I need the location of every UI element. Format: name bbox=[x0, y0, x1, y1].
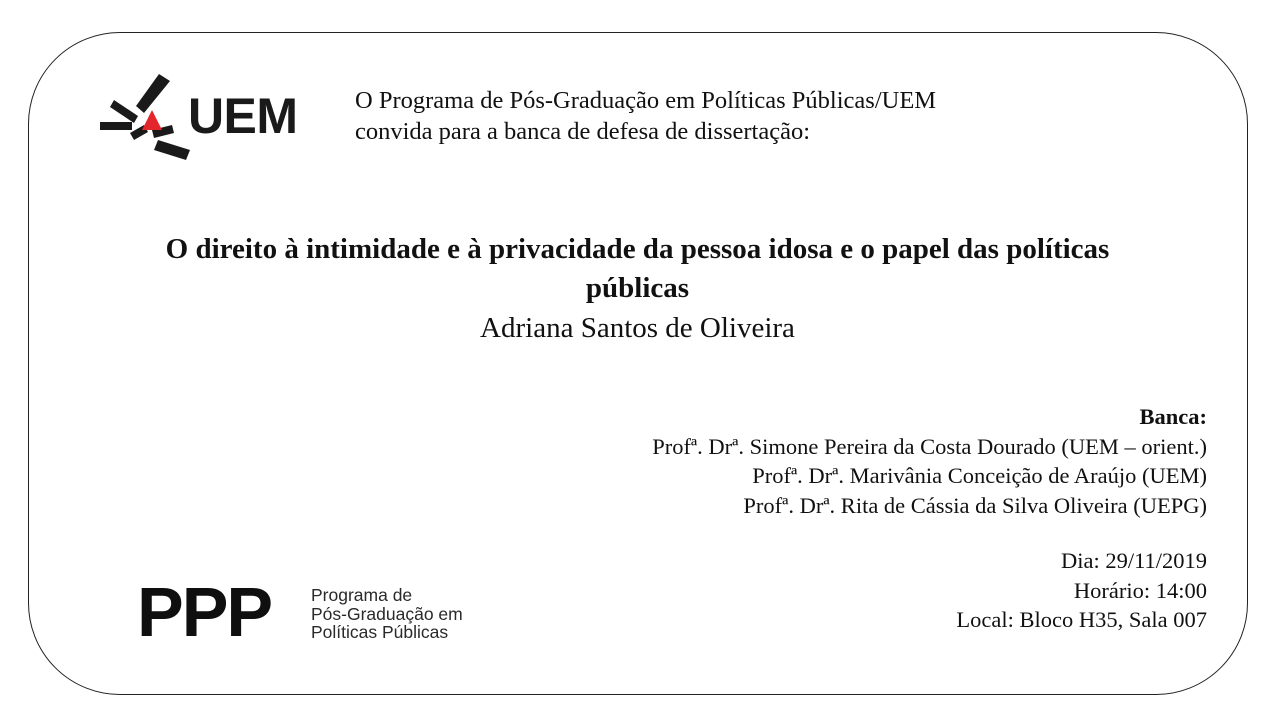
banca-member: Profª. Drª. Simone Pereira da Costa Dourado (UEM – orient.) bbox=[652, 433, 1207, 459]
defense-time: Horário: 14:00 bbox=[1073, 577, 1207, 603]
ppp-logo bbox=[137, 573, 482, 651]
uem-logo bbox=[96, 70, 306, 166]
ppp-subtitle-line: Pós-Graduação em bbox=[311, 603, 463, 624]
ppp-subtitle-line: Programa de bbox=[311, 585, 413, 605]
ppp-logo-letters: PPP bbox=[137, 573, 272, 651]
intro-line: O Programa de Pós-Graduação em Políticas Públicas/UEM bbox=[355, 87, 937, 114]
banca-member: Profª. Drª. Rita de Cássia da Silva Oliveira (UEPG) bbox=[743, 492, 1207, 518]
title-line: públicas bbox=[585, 272, 690, 304]
uem-red-triangle-icon bbox=[142, 110, 162, 130]
banca-heading: Banca: bbox=[1139, 404, 1207, 429]
uem-logo-text: UEM bbox=[188, 88, 298, 144]
title-line: O direito à intimidade e à privacidade da pessoa idosa e o papel das políticas bbox=[165, 233, 1110, 265]
defense-details bbox=[707, 546, 1207, 635]
ppp-subtitle-line: Políticas Públicas bbox=[311, 622, 449, 642]
banca-member: Profª. Drª. Marivânia Conceição de Araújo (UEM) bbox=[752, 463, 1207, 488]
author-name: Adriana Santos de Oliveira bbox=[480, 312, 795, 344]
defense-location: Local: Bloco H35, Sala 007 bbox=[956, 607, 1207, 632]
ppp-logo-subtitle bbox=[311, 586, 463, 642]
dissertation-title bbox=[90, 230, 1185, 308]
defense-date: Dia: 29/11/2019 bbox=[1060, 548, 1207, 573]
intro-line: convida para a banca de defesa de dissertação: bbox=[355, 118, 811, 145]
banca-section bbox=[507, 402, 1207, 520]
program-intro bbox=[355, 85, 1055, 147]
uem-emblem-icon bbox=[100, 74, 190, 160]
